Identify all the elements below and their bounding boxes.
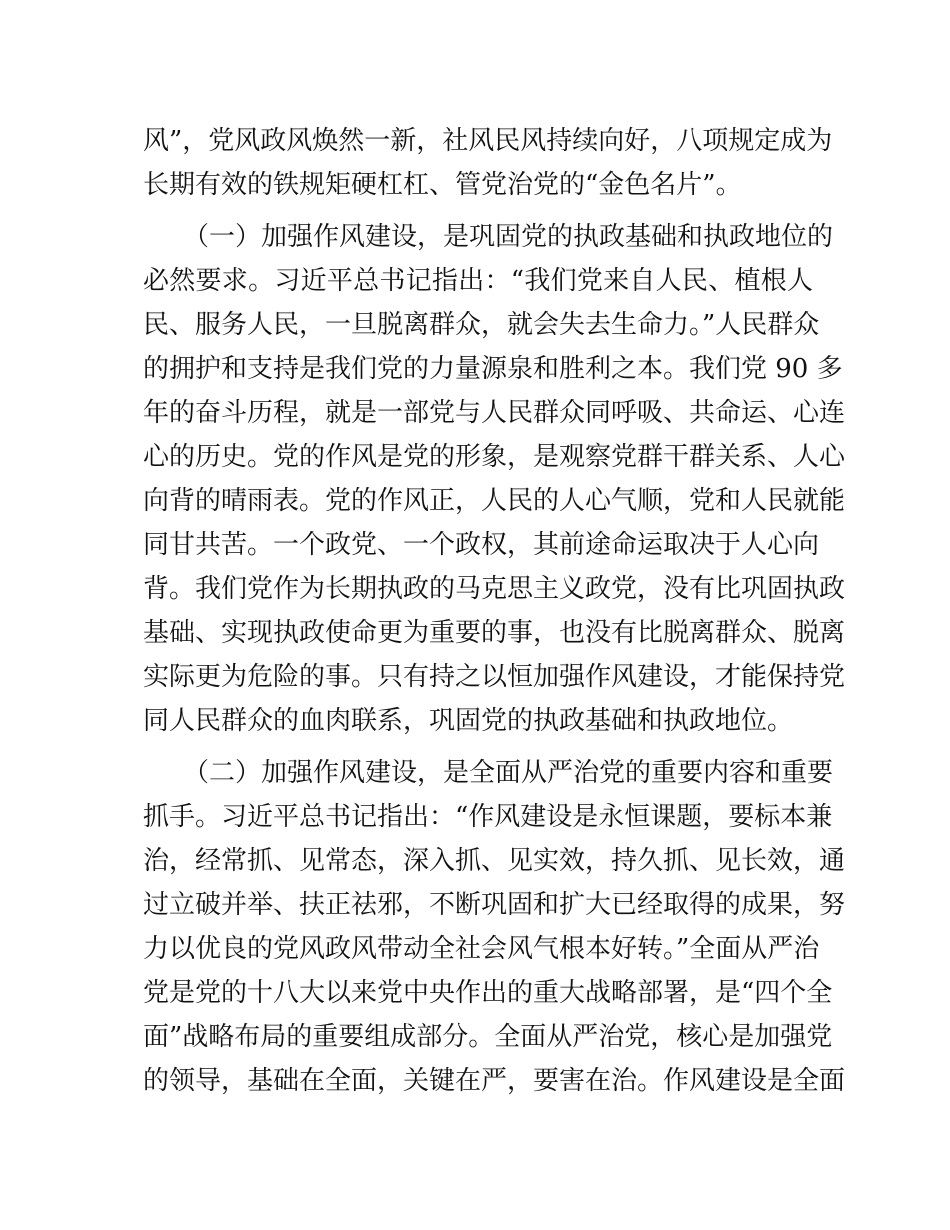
intro-line-2: 长期有效的铁规矩硬杠杠、管党治党的“金色名片”。 <box>143 170 742 200</box>
section2-line-6: 党是党的十八大以来党中央作出的重大战略部署，是“四个全 <box>143 978 833 1008</box>
section2-line-4: 过立破并举、扶正祛邪，不断巩固和扩大已经取得的成果，努 <box>143 890 846 920</box>
section2-line-3: 治，经常抓、见常态，深入抓、见实效，持久抓、见长效，通 <box>143 846 846 876</box>
section1-line-3: 民、服务人民，一旦脱离群众，就会失去生命力。”人民群众 <box>143 310 820 340</box>
intro-line-1: 风”，党风政风焕然一新，社风民风持续向好，八项规定成为 <box>143 126 833 156</box>
section1-line-4: 的拥护和支持是我们党的力量源泉和胜利之本。我们党 90 多 <box>143 354 843 384</box>
section1-line-2: 必然要求。习近平总书记指出：“我们党来自人民、植根人 <box>143 266 813 296</box>
section1-line-7: 向背的晴雨表。党的作风正，人民的人心气顺，党和人民就能 <box>143 486 846 516</box>
section1-line-1: （一）加强作风建设，是巩固党的执政基础和执政地位的 <box>183 222 834 252</box>
section1-line-10: 基础、实现执政使命更为重要的事，也没有比脱离群众、脱离 <box>143 618 846 648</box>
section2-line-8: 的领导，基础在全面，关键在严，要害在治。作风建设是全面 <box>143 1066 846 1096</box>
section1-line-9: 背。我们党作为长期执政的马克思主义政党，没有比巩固执政 <box>143 574 846 604</box>
section2-line-2: 抓手。习近平总书记指出：“作风建设是永恒课题，要标本兼 <box>143 802 833 832</box>
section2-line-1: （二）加强作风建设，是全面从严治党的重要内容和重要 <box>183 758 834 788</box>
section2-line-7: 面”战略布局的重要组成部分。全面从严治党，核心是加强党 <box>143 1022 833 1052</box>
section2-line-5: 力以优良的党风政风带动全社会风气根本好转。”全面从严治 <box>143 934 820 964</box>
section1-line-8: 同甘共苦。一个政党、一个政权，其前途命运取决于人心向 <box>143 530 820 560</box>
section1-line-11: 实际更为危险的事。只有持之以恒加强作风建设，才能保持党 <box>143 662 846 692</box>
section1-line-5: 年的奋斗历程，就是一部党与人民群众同呼吸、共命运、心连 <box>143 398 846 428</box>
section1-line-6: 心的历史。党的作风是党的形象，是观察党群干群关系、人心 <box>143 442 846 472</box>
section1-line-12: 同人民群众的血肉联系，巩固党的执政基础和执政地位。 <box>143 706 794 736</box>
